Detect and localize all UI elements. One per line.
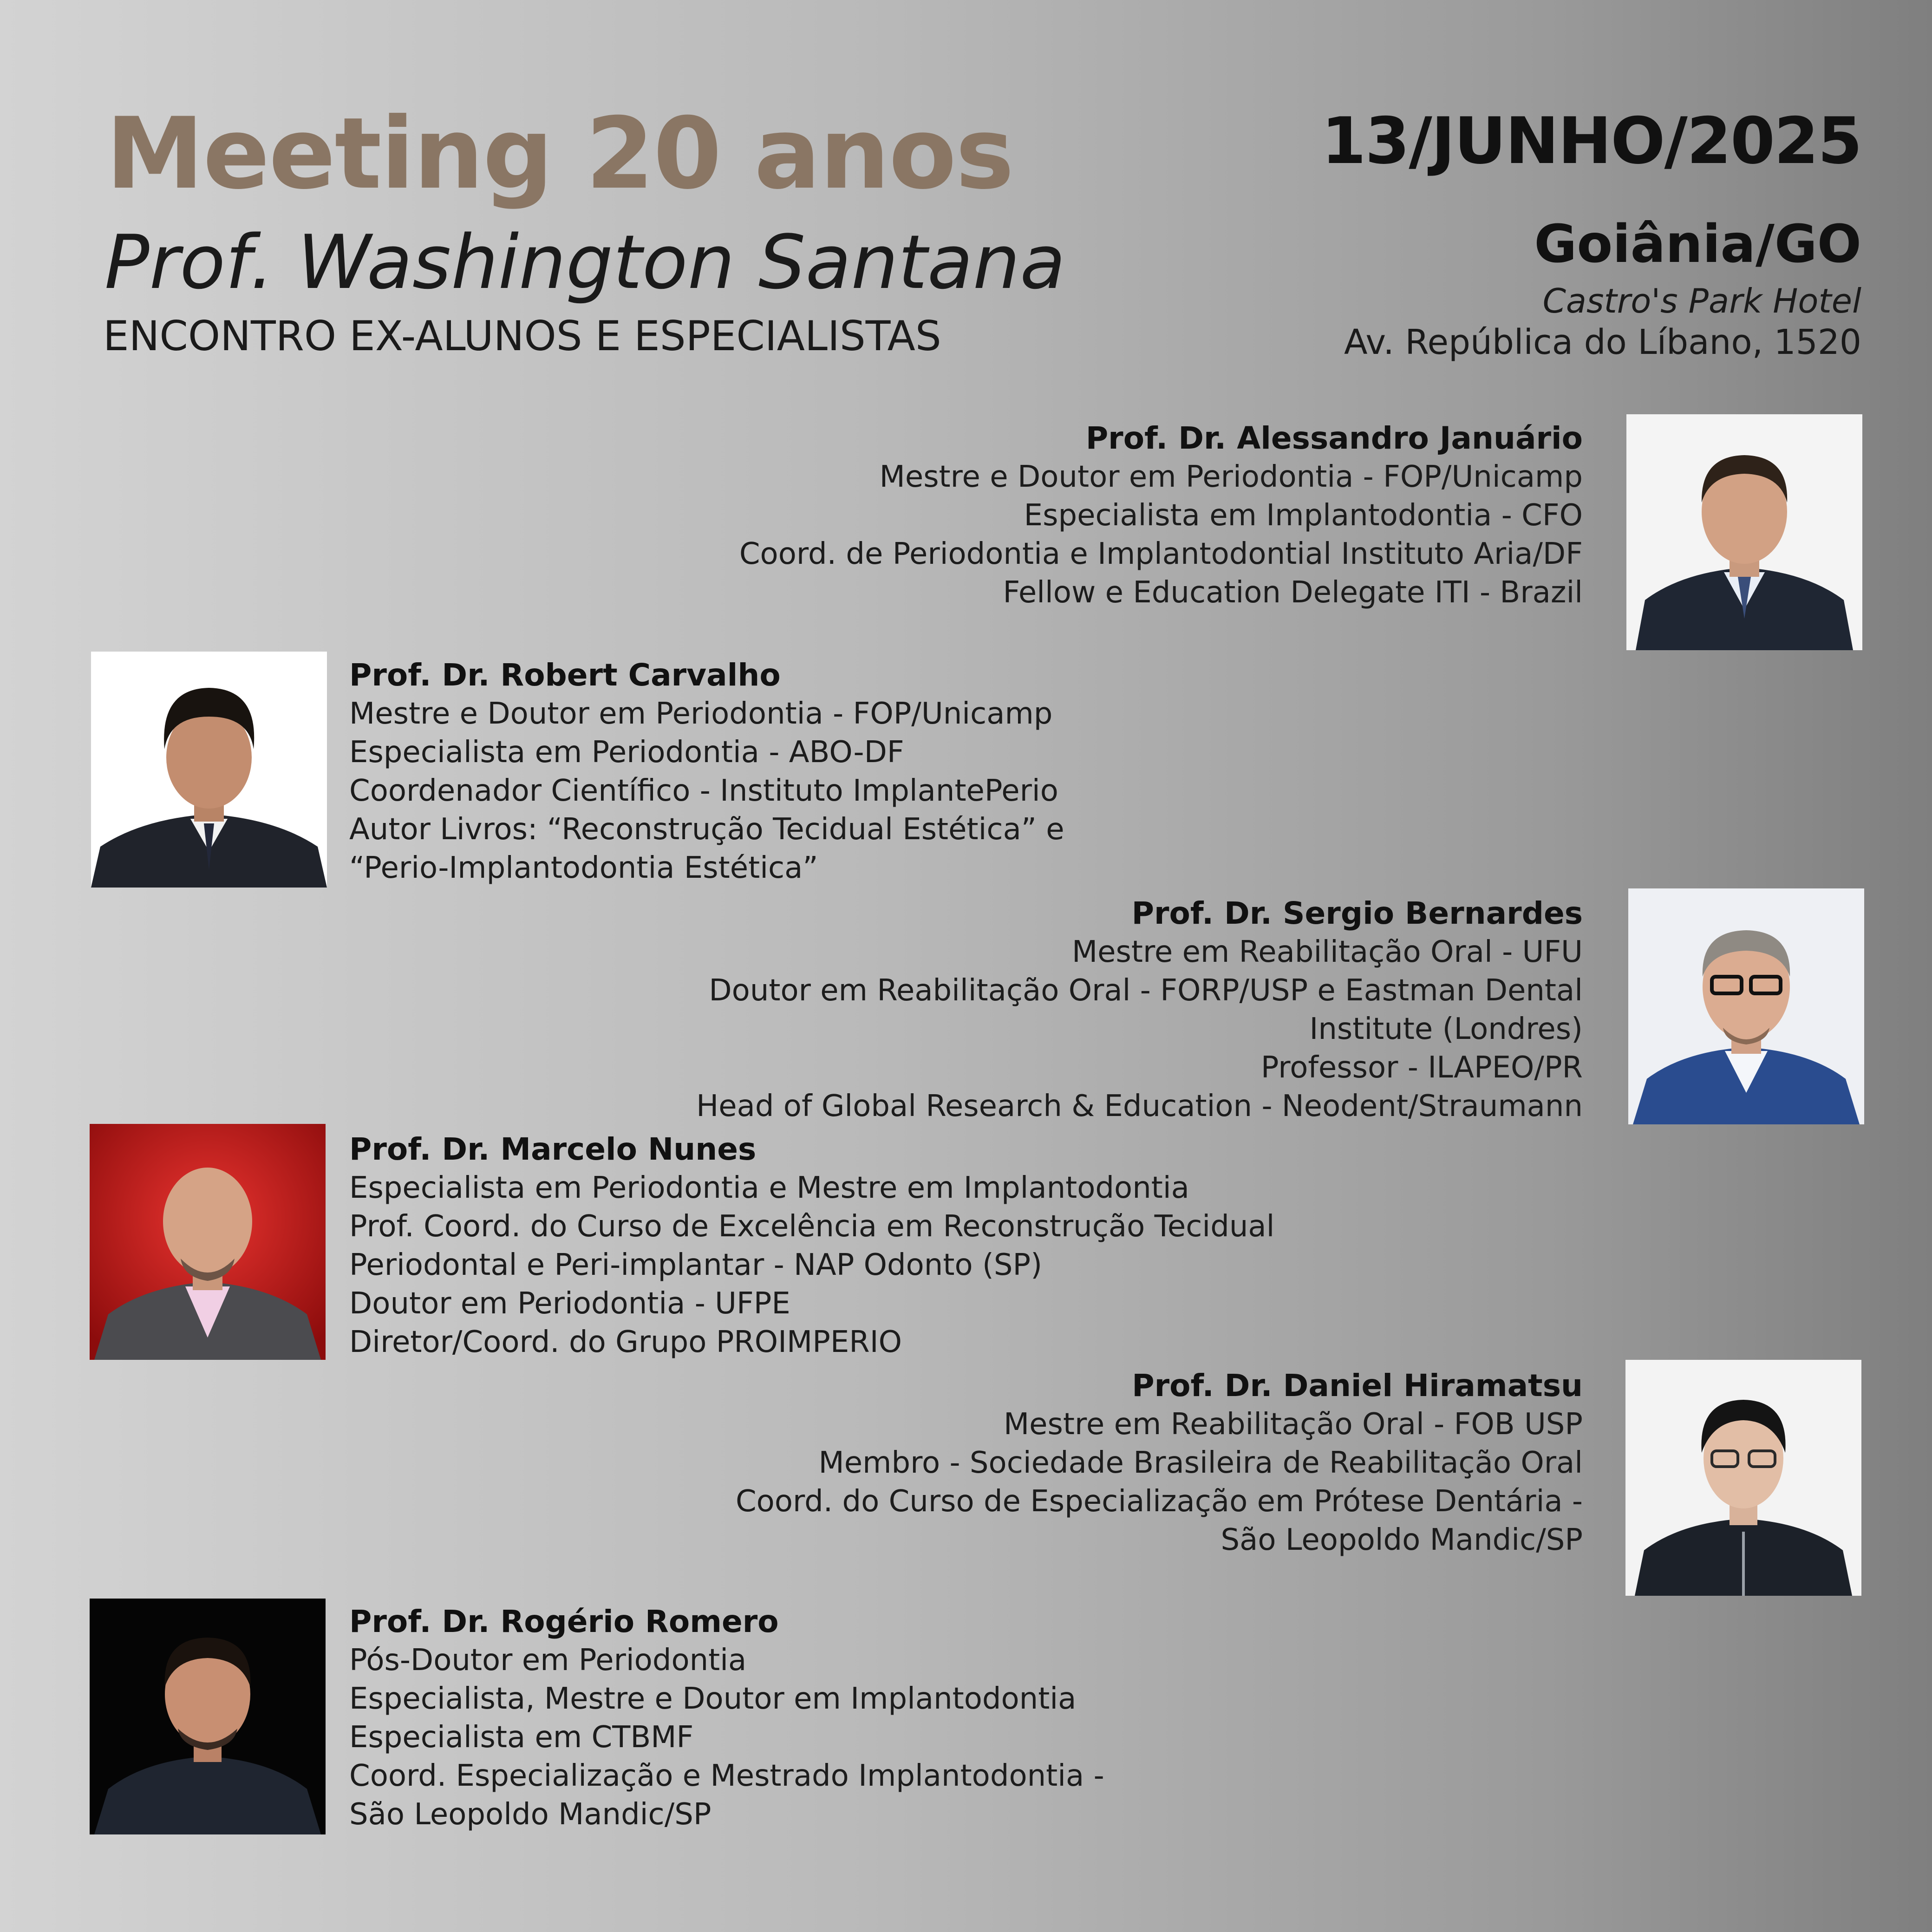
speaker-credential: Mestre e Doutor em Periodontia - FOP/Unicamp xyxy=(349,697,1053,731)
speaker-photo-hiramatsu xyxy=(1625,1360,1861,1596)
event-subtitle: ENCONTRO EX-ALUNOS E ESPECIALISTAS xyxy=(103,312,941,360)
speaker-name: Prof. Dr. Robert Carvalho xyxy=(349,657,781,693)
event-venue: Castro's Park Hotel xyxy=(1542,281,1861,320)
speaker-block-bernardes xyxy=(375,894,1583,1126)
speaker-credential: Coord. Especialização e Mestrado Implantodontia - xyxy=(349,1759,1104,1793)
speaker-name: Prof. Dr. Sergio Bernardes xyxy=(1131,895,1583,931)
event-date: 13/JUNHO/2025 xyxy=(1321,104,1861,178)
speaker-photo-icon xyxy=(90,1599,326,1834)
event-city: Goiânia/GO xyxy=(1534,214,1861,274)
speaker-photo-icon xyxy=(91,652,327,888)
event-title: Meeting 20 anos xyxy=(106,96,1013,211)
speaker-credential: Professor - ILAPEO/PR xyxy=(1260,1051,1583,1085)
speaker-credential: Especialista em Periodontia e Mestre em Implantodontia xyxy=(349,1171,1189,1205)
speaker-credential: Especialista em Implantodontia - CFO xyxy=(1024,498,1583,533)
speaker-credential: Doutor em Reabilitação Oral - FORP/USP e Eastman Dental xyxy=(709,973,1583,1008)
speaker-credential: Prof. Coord. do Curso de Excelência em Reconstrução Tecidual xyxy=(349,1209,1275,1244)
event-address: Av. República do Líbano, 1520 xyxy=(1344,322,1861,362)
speaker-credential: “Perio-Implantodontia Estética” xyxy=(349,851,818,885)
speaker-credential: Doutor em Periodontia - UFPE xyxy=(349,1286,790,1321)
speaker-credential: Mestre em Reabilitação Oral - FOB USP xyxy=(1003,1407,1583,1442)
speaker-credential: Pós-Doutor em Periodontia xyxy=(349,1643,747,1677)
speaker-block-januario xyxy=(375,419,1583,612)
speaker-name: Prof. Dr. Marcelo Nunes xyxy=(349,1131,757,1167)
honoree-name: Prof. Washington Santana xyxy=(104,219,1066,306)
speaker-photo-icon xyxy=(1626,414,1862,650)
speaker-block-nunes xyxy=(349,1130,1557,1362)
speaker-credential: Coord. do Curso de Especialização em Prótese Dentária - xyxy=(735,1484,1583,1519)
speaker-credential: Especialista em Periodontia - ABO-DF xyxy=(349,735,904,770)
speaker-credential: Coord. de Periodontia e Implantodontial Instituto Aria/DF xyxy=(739,537,1583,571)
speaker-block-hiramatsu xyxy=(375,1366,1583,1560)
speaker-credential: Institute (Londres) xyxy=(1309,1012,1583,1046)
speaker-block-romero xyxy=(349,1602,1557,1834)
speaker-photo-carvalho xyxy=(91,652,327,888)
speaker-photo-januario xyxy=(1626,414,1862,650)
speaker-block-carvalho xyxy=(349,656,1557,888)
speaker-credential: Fellow e Education Delegate ITI - Brazil xyxy=(1003,575,1583,610)
speaker-credential: Mestre em Reabilitação Oral - UFU xyxy=(1071,935,1583,969)
speaker-photo-icon xyxy=(1625,1360,1861,1596)
speaker-name: Prof. Dr. Rogério Romero xyxy=(349,1604,779,1639)
speaker-credential: Autor Livros: “Reconstrução Tecidual Estética” e xyxy=(349,812,1064,847)
speaker-photo-icon xyxy=(90,1124,326,1360)
speaker-name: Prof. Dr. Alessandro Januário xyxy=(1085,420,1583,456)
speaker-name: Prof. Dr. Daniel Hiramatsu xyxy=(1132,1368,1583,1403)
speaker-credential: Coordenador Científico - Instituto ImplantePerio xyxy=(349,774,1058,808)
speaker-credential: Mestre e Doutor em Periodontia - FOP/Unicamp xyxy=(879,460,1583,494)
speaker-photo-nunes xyxy=(90,1124,326,1360)
speaker-credential: São Leopoldo Mandic/SP xyxy=(349,1797,711,1832)
speaker-credential: São Leopoldo Mandic/SP xyxy=(1221,1523,1583,1557)
speaker-credential: Head of Global Research & Education - Neodent/Straumann xyxy=(696,1089,1583,1123)
speaker-photo-icon xyxy=(1628,888,1864,1124)
speaker-credential: Especialista, Mestre e Doutor em Implantodontia xyxy=(349,1682,1077,1716)
speaker-photo-bernardes xyxy=(1628,888,1864,1124)
speaker-credential: Diretor/Coord. do Grupo PROIMPERIO xyxy=(349,1325,902,1359)
speaker-credential: Membro - Sociedade Brasileira de Reabilitação Oral xyxy=(818,1446,1583,1480)
speaker-credential: Especialista em CTBMF xyxy=(349,1720,694,1755)
speaker-credential: Periodontal e Peri-implantar - NAP Odonto (SP) xyxy=(349,1248,1043,1282)
speaker-photo-romero xyxy=(90,1599,326,1834)
